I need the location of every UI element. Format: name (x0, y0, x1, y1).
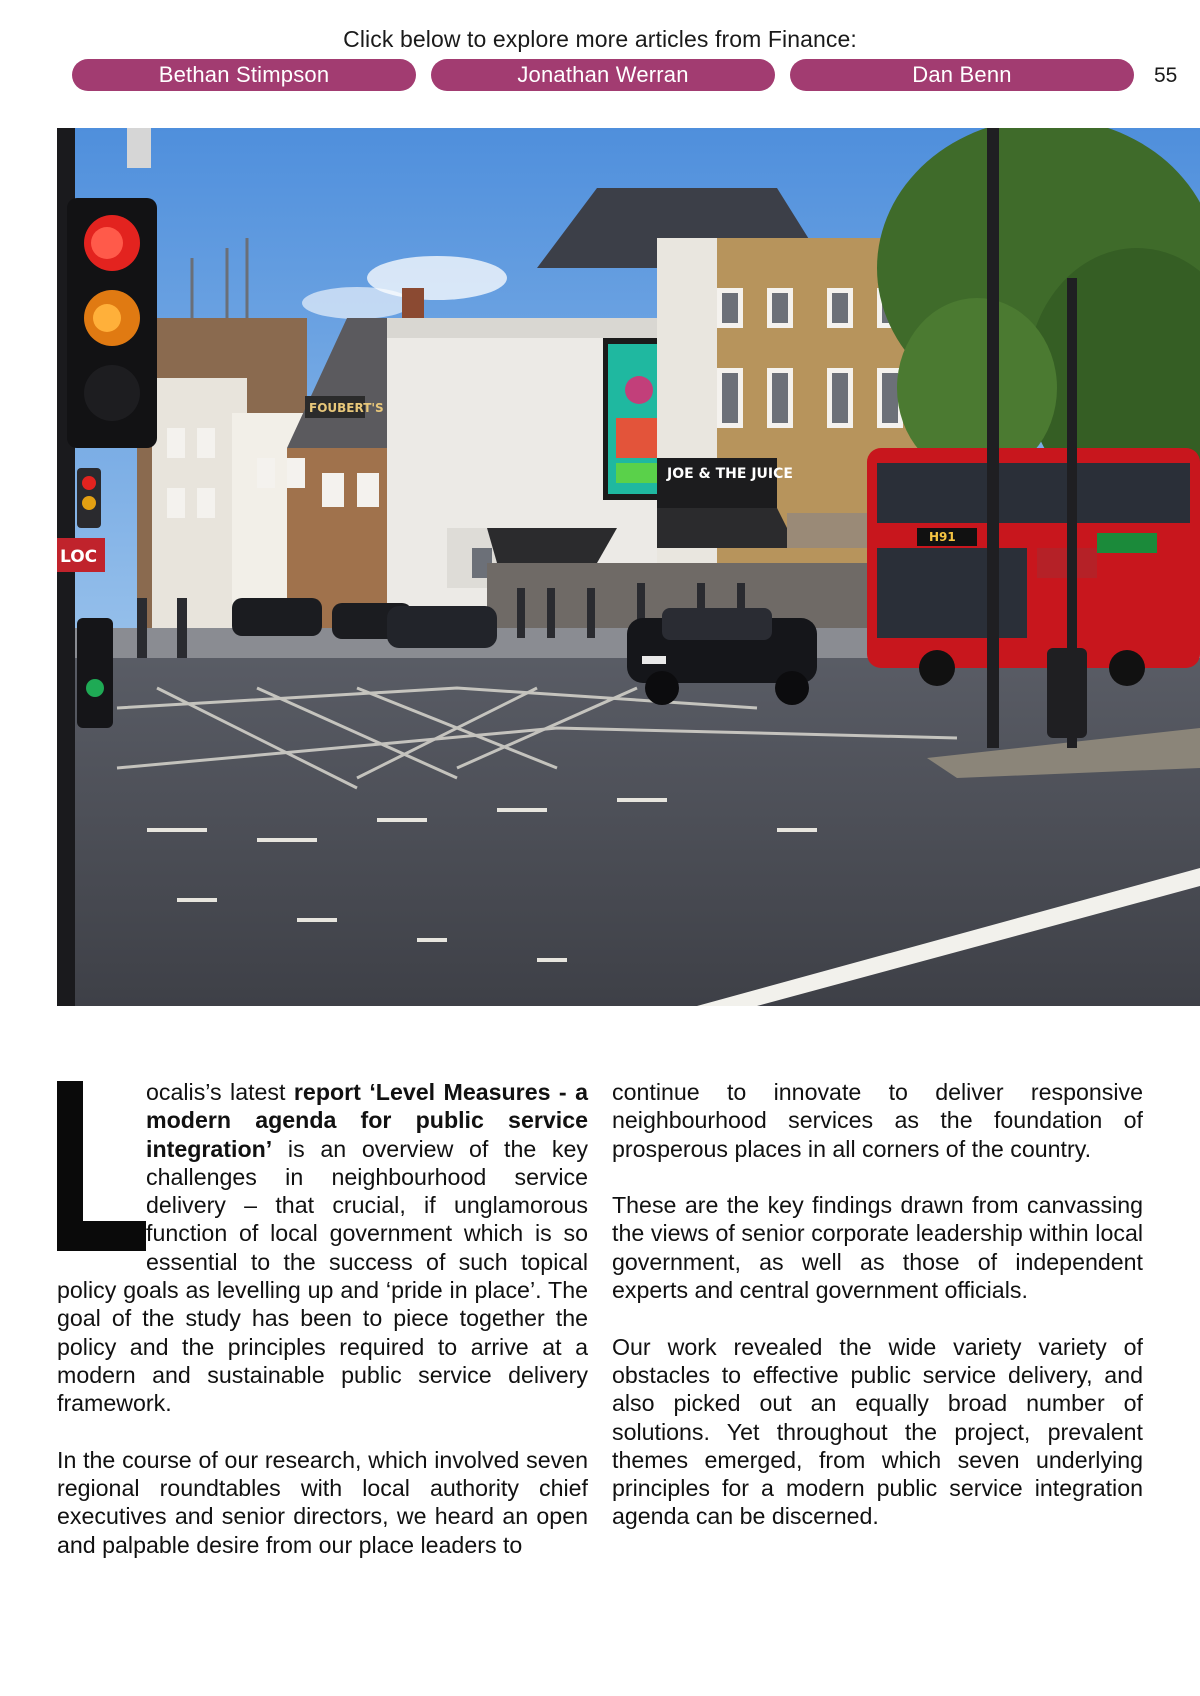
author-button-bethan-stimpson[interactable]: Bethan Stimpson (72, 59, 416, 91)
article-paragraph-2-continued: continue to innovate to deliver responsive neighbourhood services as the foundation of prosperous places in all corners of the country. (612, 1079, 1143, 1162)
article-paragraph-4: Our work revealed the wide variety variety of obstacles to effective public service delivery, and also picked out an equally broad number of solutions. Yet throughout the project, prevalent themes emerged, from which seven underlying principles for a modern public service integration agenda can be discerned. (612, 1333, 1143, 1530)
street-sign-fragment: LOC (60, 547, 98, 567)
article-column-left (57, 1078, 588, 1587)
shop-sign-joe-and-the-juice: JOE & THE JUICE (667, 466, 793, 482)
article-paragraph-3: These are the key findings drawn from canvassing the views of senior corporate leadership within local government, as well as those of independent experts and central government officials. (612, 1192, 1143, 1304)
drop-cap (57, 1078, 146, 1248)
explore-heading: Click below to explore more articles from Finance: (343, 26, 857, 52)
article-lead: ocalis’s latest (146, 1079, 294, 1105)
page-number: 55 (1154, 64, 1178, 87)
report-title: report ‘Level Measures - a modern agenda for public service integration’ (146, 1079, 588, 1162)
shop-sign-fouberts: FOUBERT'S (309, 401, 384, 415)
article-column-right (612, 1078, 1143, 1559)
drop-cap-glyph (57, 1081, 146, 1251)
article-p1-rest: is an overview of the key challenges in neighbourhood service delivery – that crucial, if unglamorous function of local government which is so essential to the success of such topical policy goals as levelling up and ‘pride in place’. The goal of the study has been to piece together the policy and the principles required to arrive at a modern and sustainable public service delivery framework. (57, 1135, 588, 1417)
author-button-dan-benn[interactable]: Dan Benn (790, 59, 1134, 91)
author-nav (72, 59, 1134, 91)
article-paragraph-2: In the course of our research, which involved seven regional roundtables with local authority chief executives and senior directors, we heard an open and palpable desire from our place leaders to (57, 1446, 588, 1558)
author-button-jonathan-werran[interactable]: Jonathan Werran (431, 59, 775, 91)
street-photo (57, 128, 1200, 1006)
article-paragraph-1 (57, 1078, 588, 1418)
bus-route-number: H91 (929, 530, 956, 544)
